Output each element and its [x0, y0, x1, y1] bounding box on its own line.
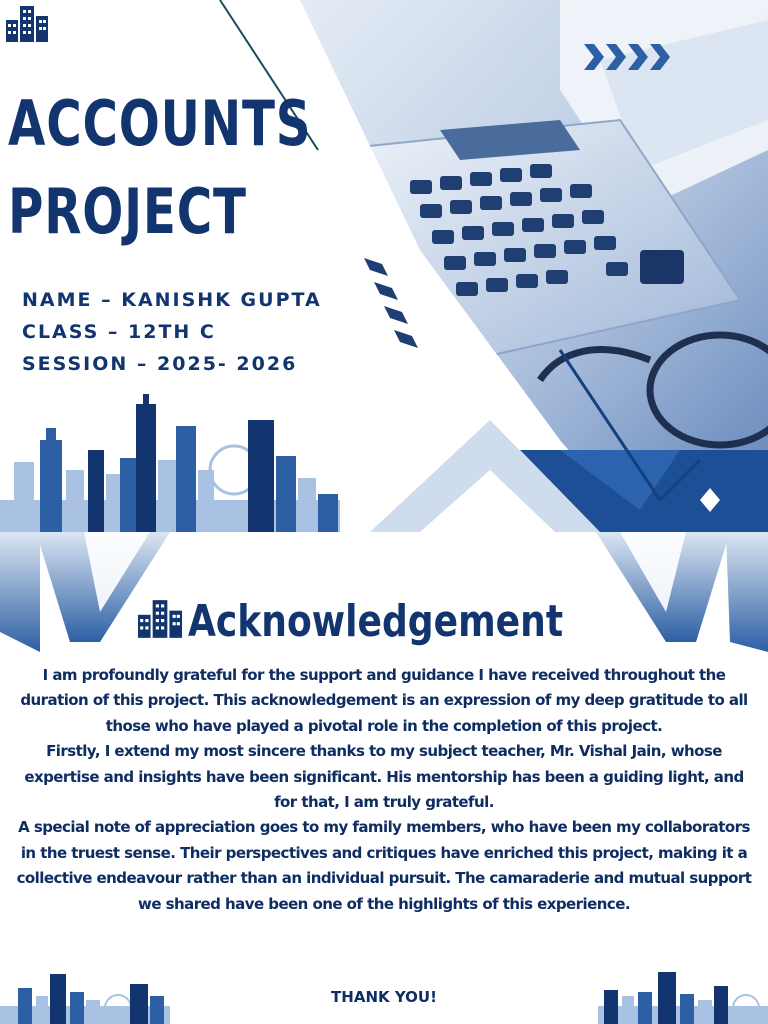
student-name: NAME – KANISHK GUPTA: [22, 289, 322, 311]
student-class: CLASS – 12TH C: [22, 321, 216, 343]
project-title: [8, 80, 311, 256]
title-line-accounts: ACCOUNTS: [8, 87, 312, 160]
thank-you-text: THANK YOU!: [331, 988, 437, 1006]
buildings-icon: [6, 6, 48, 42]
buildings-icon: [138, 600, 182, 638]
title-line-project: PROJECT: [8, 175, 247, 248]
acknowledgement-section: [0, 532, 768, 1024]
right-ribbon-decoration: [596, 532, 768, 652]
chevron-right-icon: [584, 42, 674, 72]
ack-paragraph-1: I am profoundly grateful for the support and guidance I have received throughout the duration of this project. This acknowledgement is an expression of my deep gratitude to all those who have played a pivotal role in the completion of this project.: [20, 666, 748, 735]
ack-paragraph-2: Firstly, I extend my most sincere thanks to my subject teacher, Mr. Vishal Jain, whose expertise and insights have been significant. His mentorship has been a guiding light, and for that, I am truly grateful.: [24, 742, 744, 812]
city-skyline: [0, 394, 340, 532]
city-skyline-left: [0, 966, 170, 1024]
acknowledgement-heading: Acknowledgement: [188, 596, 564, 647]
city-skyline-right: [598, 966, 768, 1024]
acknowledgement-body: [14, 663, 754, 917]
ack-paragraph-3: A special note of appreciation goes to my family members, who have been my collaborators in the truest sense. Their perspectives and critiques have enriched this project, making it a collective endeavour rather than an individual pursuit. The camaraderie and mutual support we shared have been one of the highlights of this experience.: [16, 818, 752, 913]
student-info: [22, 284, 322, 380]
student-session: SESSION – 2025- 2026: [22, 353, 298, 375]
